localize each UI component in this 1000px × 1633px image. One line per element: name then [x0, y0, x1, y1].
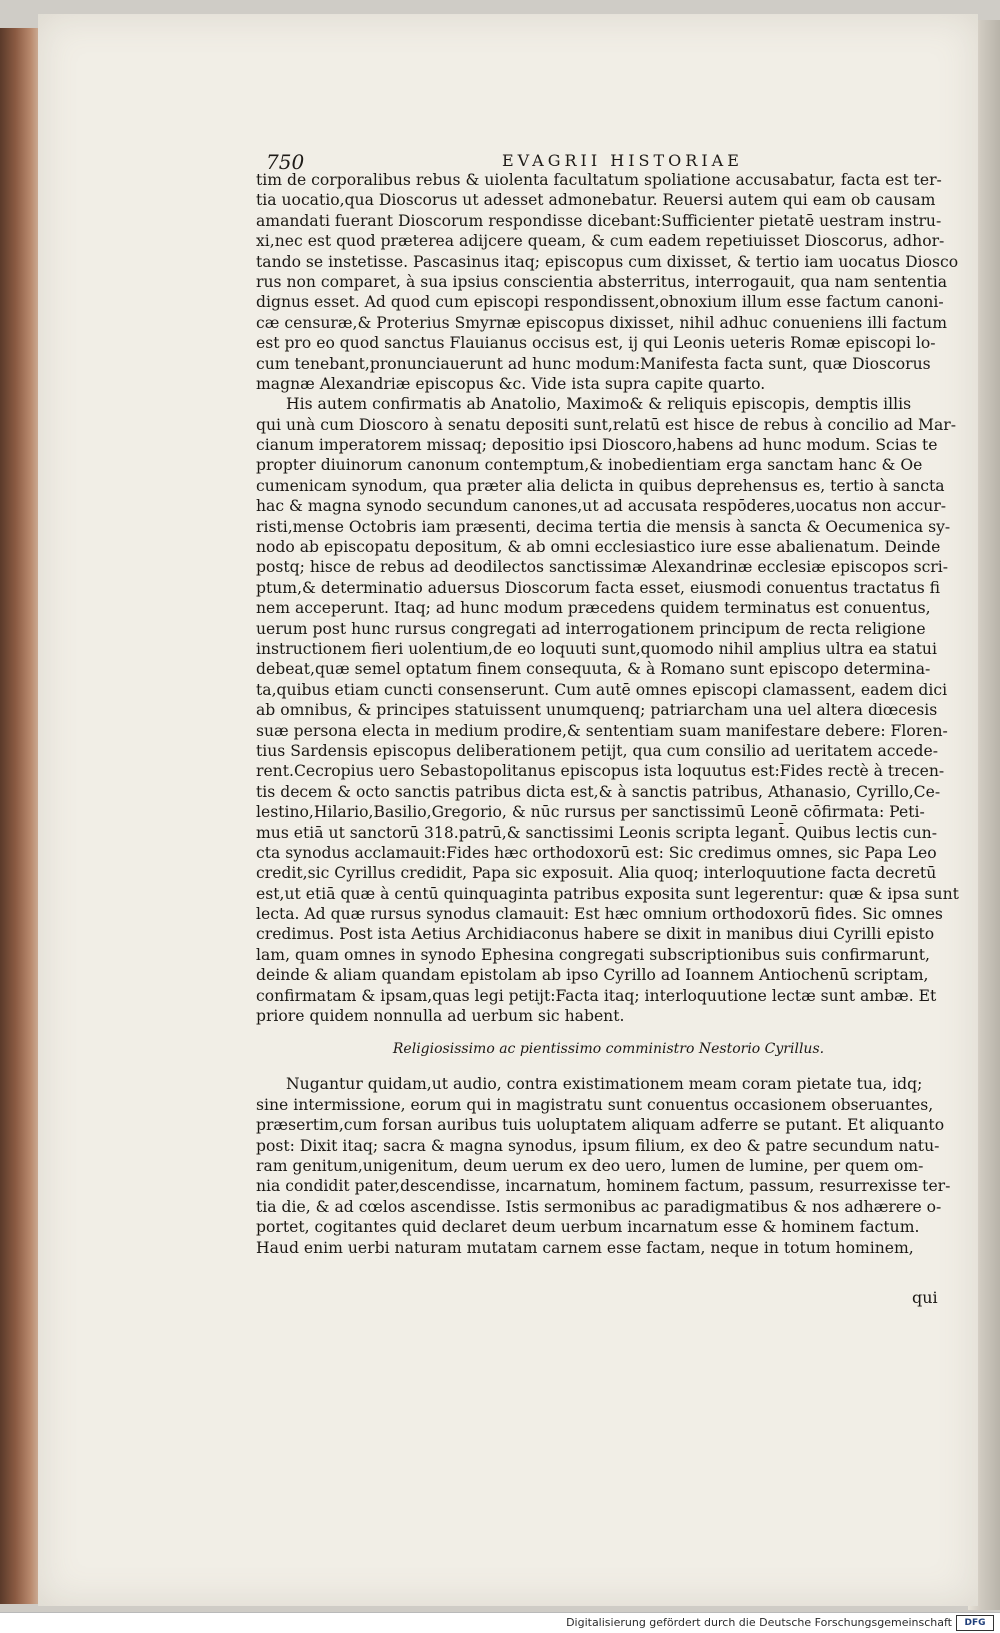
- text-line: ta,quibus etiam cuncti consenserunt. Cum autē omnes episcopi clamassent, eadem dici: [256, 680, 948, 699]
- text-line: mus etiā ut sanctorū 318.patrū,& sanctissimi Leonis scripta legant̄. Quibus lectis cun-: [256, 823, 937, 842]
- text-line: lestino,Hilario,Basilio,Gregorio, & nūc rursus per sanctissimū Leonē cōfirmata: Peti-: [256, 803, 925, 822]
- text-line: His autem confirmatis ab Anatolio, Maximo& & reliquis episcopis, demptis illis: [286, 395, 912, 414]
- text-line: tim de corporalibus rebus & uiolenta facultatum spoliatione accusabatur, facta est ter-: [256, 171, 942, 189]
- text-line: xi,nec est quod præterea adijcere queam, & cum eadem repetiuisset Dioscorus, adhor-: [256, 232, 945, 251]
- text-line: credit,sic Cyrillus credidit, Papa sic exposuit. Alia quoq; interloquutione facta decretū: [256, 864, 937, 883]
- text-line: suæ persona electa in medium prodire,& sententiam suam manifestare debere: Floren-: [256, 721, 948, 740]
- text-line: nia condidit pater,descendisse, incarnatum, hominem factum, passum, resurrexisse ter-: [256, 1177, 951, 1196]
- text-line: lam, quam omnes in synodo Ephesina congregati subscriptionibus suis confirmarunt,: [256, 945, 930, 964]
- text-line: cianum imperatorem missaq; depositio ipsi Dioscoro,habens ad hunc modum. Scias te: [256, 436, 938, 455]
- text-line: cæ censuræ,& Proterius Smyrnæ episcopus dixisset, nihil adhuc conueniens illi factum: [256, 313, 947, 332]
- text-line: tia uocatio,qua Dioscorus ut adesset admonebatur. Reuersi autem qui eam ob causam: [256, 191, 936, 210]
- paragraph-epistle: [256, 1074, 961, 1258]
- text-line: est pro eo quod sanctus Flauianus occisus est, ij qui Leonis ueteris Romæ episcopi lo-: [256, 334, 936, 353]
- text-line: Nugantur quidam,ut audio, contra existimationem meam coram pietate tua, idq;: [286, 1075, 923, 1094]
- paragraph-confirmation: [256, 394, 961, 1026]
- paragraph-decree: [256, 170, 961, 394]
- text-line: tia die, & ad cœlos ascendisse. Istis sermonibus ac paradigmatibus & nos adhærere o-: [256, 1197, 942, 1216]
- text-line: tis decem & octo sanctis patribus dicta est,& à sanctis patribus, Athanasio, Cyrillo,Ce-: [256, 782, 941, 801]
- text-line: est,ut etiā quæ à centū quinquaginta patribus exposita sunt legerentur: quæ & ipsa sunt: [256, 884, 959, 903]
- text-line: dignus esset. Ad quod cum episcopi respondissent,obnoxium illum esse factum canoni-: [256, 293, 944, 312]
- text-line: risti,mense Octobris iam præsenti, decima tertia die mensis à sancta & Oecumenica sy-: [256, 517, 951, 536]
- catchword: qui: [912, 1288, 938, 1307]
- text-line: instructionem fieri uolentium,de eo loquuti sunt,quomodo nihil amplius ultra ea statui: [256, 639, 937, 658]
- text-line: uerum post hunc rursus congregati ad interrogationem principum de recta religione: [256, 619, 926, 638]
- text-line: qui unà cum Dioscoro à senatu depositi sunt,relatū est hisce de rebus à concilio ad Mar-: [256, 415, 956, 434]
- text-line: sine intermissione, eorum qui in magistratu sunt conuentus occasionem obseruantes,: [256, 1095, 934, 1114]
- text-line: cta synodus acclamauit:Fides hæc orthodoxorū est: Sic credimus omnes, sic Papa Leo: [256, 843, 937, 862]
- text-line: ptum,& determinatio aduersus Dioscorum facta esset, eiusmodi conuentus tractatus fi: [256, 578, 941, 597]
- text-line: nodo ab episcopatu depositum, & ab omni ecclesiastico iure esse abalienatum. Deinde: [256, 538, 941, 557]
- digitization-footer: [0, 1612, 1000, 1633]
- text-line: lecta. Ad quæ rursus synodus clamauit: Est hæc omnium orthodoxorū fides. Sic omnes: [256, 905, 943, 924]
- text-line: cumenicam synodum, qua præter alia delicta in quibus deprehensus es, tertio à sancta: [256, 476, 945, 495]
- text-line: ram genitum,unigenitum, deum uerum ex deo uero, lumen de lumine, per quem om-: [256, 1156, 924, 1175]
- text-line: cum tenebant,pronunciauerunt ad hunc modum:Manifesta facta sunt, quæ Dioscorus: [256, 354, 931, 373]
- text-line: portet, cogitantes quid declaret deum uerbum incarnatum esse & hominem factum.: [256, 1218, 920, 1237]
- main-text-block: [256, 170, 961, 1258]
- text-line: nem acceperunt. Itaq; ad hunc modum præcedens quidem terminatus est conuentus,: [256, 599, 931, 618]
- text-line: magnæ Alexandriæ episcopus &c. Vide ista supra capite quarto.: [256, 374, 766, 393]
- epistle-heading: Religiosissimo ac pientissimo comministro Nestorio Cyrillus.: [392, 1041, 825, 1058]
- text-line: Haud enim uerbi naturam mutatam carnem esse factam, neque in totum hominem,: [256, 1238, 914, 1257]
- text-line: rent.Cecropius uero Sebastopolitanus episcopus ista loquutus est:Fides rectè à trecen-: [256, 762, 945, 781]
- digitization-notice: Digitalisierung gefördert durch die Deutsche Forschungsgemeinschaft: [566, 1616, 952, 1629]
- text-line: debeat,quæ semel optatum finem consequuta, & à Romano sunt episcopo determina-: [256, 660, 931, 679]
- text-line: post: Dixit itaq; sacra & magna synodus, ipsum filium, ex deo & patre secundum natu-: [256, 1136, 940, 1155]
- text-line: præsertim,cum forsan auribus tuis uoluptatem aliquam adferre se putant. Et aliquanto: [256, 1116, 945, 1135]
- page-number: 750: [266, 150, 305, 174]
- text-line: postq; hisce de rebus ad deodilectos sanctissimæ Alexandrinæ ecclesiæ episcopos scri-: [256, 558, 949, 577]
- text-line: ab omnibus, & principes statuissent unumquenq; patriarcham una uel altera diœcesis: [256, 701, 938, 720]
- text-line: tando se instetisse. Pascasinus itaq; episcopus cum dixisset, & tertio iam uocatus Diosco: [256, 252, 959, 271]
- text-line: amandati fuerant Dioscorum respondisse dicebant:Sufficienter pietatē uestram instru-: [256, 211, 942, 230]
- text-line: rus non comparet, à sua ipsius conscientia absterritus, interrogauit, qua nam sententia: [256, 272, 948, 291]
- running-title: EVAGRII HISTORIAE: [502, 151, 743, 170]
- text-line: tius Sardensis episcopus deliberationem petijt, qua cum consilio ad ueritatem accede-: [256, 741, 938, 760]
- text-line: propter diuinorum canonum contemptum,& inobedientiam erga sanctam hanc & Oe: [256, 456, 923, 475]
- text-line: deinde & aliam quandam epistolam ab ipso Cyrillo ad Ioannem Antiochenū scriptam,: [256, 966, 929, 985]
- text-line: credimus. Post ista Aetius Archidiaconus habere se dixit in manibus diui Cyrilli episto: [256, 925, 935, 944]
- text-line: confirmatam & ipsam,quas legi petijt:Facta itaq; interloquutione lectæ sunt ambæ. Et: [256, 986, 937, 1005]
- dfg-logo: DFG: [956, 1615, 994, 1631]
- text-line: priore quidem nonnulla ad uerbum sic habent.: [256, 1007, 625, 1026]
- text-line: hac & magna synodo secundum canones,ut ad accusata respōderes,uocatus non accur-: [256, 497, 947, 516]
